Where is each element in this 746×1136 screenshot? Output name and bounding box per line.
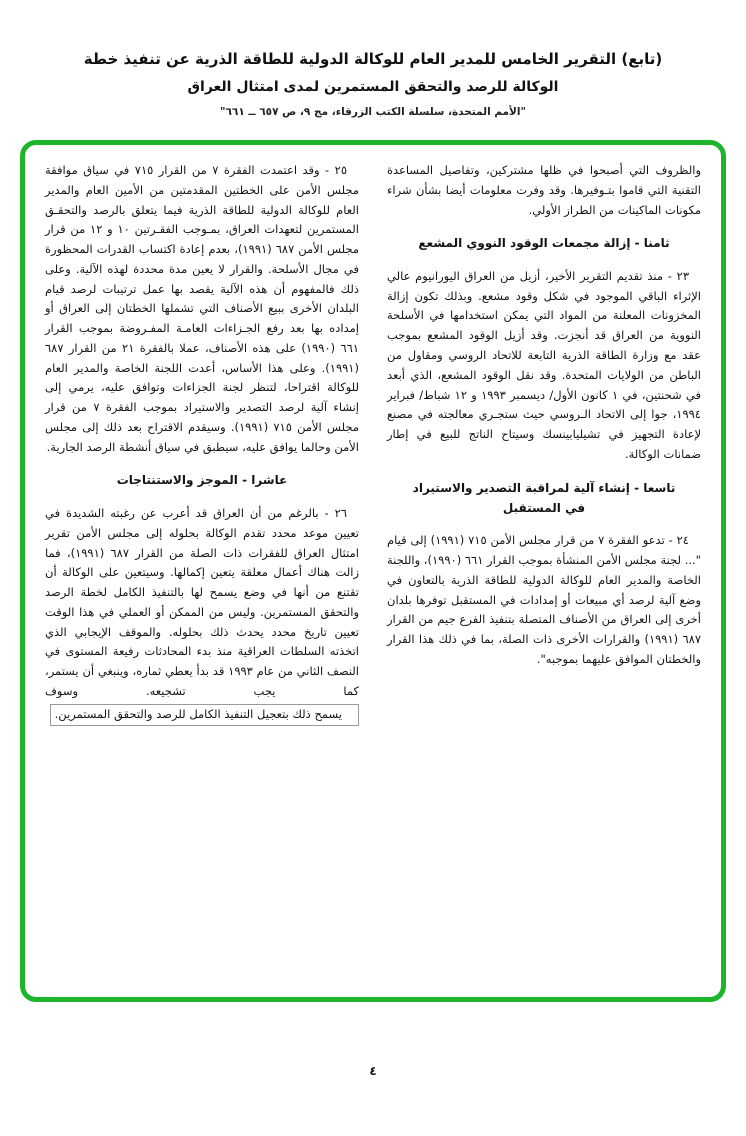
section-heading-tenth: عاشرا - الموجز والاستنتاجات [116, 473, 288, 488]
paragraph-26-body: ٢٦ - بالرغم من أن العراق قد أعرب عن رغبته الشديدة في تعيين موعد محدد تقدم الوكالة بحلوله إلى مجلس الأمن تقرير امتثال العراق للفقرات ذات الصلة من القرار ٦٨٧ (١٩٩١)، فما زالت هناك أعمال معلقة يتعين إكمالها. وسيتعين على الوكالة أن تقتنع من أنها في وضع يسمح لها بالتنفيذ الكامل لخطة الرصد والتحقق المستمرين. وليس من الممكن أو العملي في هذا الوقت تعيين تاريخ محدد يحدث ذلك بحلوله. والموقف الإيجابي الذي اتخذته السلطات العراقية منذ بدء المحادثات رفيعة المستوى في النصف الثاني من عام ١٩٩٣ قد بدأ يعطي ثماره، وينبغي أن يستمر، كما يجب تشجيعه. وسوف [45, 506, 359, 698]
content-border-box [20, 140, 726, 1002]
document-header [0, 0, 746, 118]
column-left [45, 161, 359, 736]
paragraph-26-last-line: يسمح ذلك بتعجيل التنفيذ الكامل للرصد والتحقق المستمرين. [50, 704, 359, 726]
section-heading-eighth: ثامنا - إزالة مجمعات الوقود النووي المشعع [418, 236, 670, 251]
column-right [387, 161, 701, 680]
doc-source-line: "الأمم المتحدة، سلسلة الكتب الزرقاء، مج ٩، ص ٦٥٧ ــ ٦٦١" [220, 105, 526, 118]
paragraph-24: ٢٤ - تدعو الفقرة ٧ من قرار مجلس الأمن ٧١٥ (١٩٩١) إلى قيام "... لجنة مجلس الأمن المنشأة بموجب القرار ٦٦١ (١٩٩٠)، واللجنة الخاصة والمدير العام للوكالة الدولية للطاقة الذرية بالتعاون في وضع آلية لرصد أي مبيعات أو إمدادات في المستقبل توفرها بلدان أخرى إلى العراق من الأصناف المتصلة بتنفيذ الفرع جيم من القرار ٦٨٧ (١٩٩١) والقرارات الأخرى ذات الصلة، بما في ذلك هذا القرار والخطتان الموافق عليهما بموجبه". [387, 533, 701, 666]
paragraph-26 [45, 504, 359, 725]
page-number: ٤ [369, 1064, 377, 1078]
two-column-layout [45, 161, 701, 736]
section-heading-ninth [387, 478, 701, 519]
section-heading-ninth-line2: في المستقبل [502, 500, 586, 515]
paragraph-23: ٢٣ - منذ تقديم التقرير الأخير، أزيل من العراق اليورانيوم عالي الإثراء الباقي الموجود في شكل وقود مشعع. وبذلك تكون إزالة المخزونات المعلنة من المواد التي يمكن استخدامها في الأسلحة النووية من العراق قد أنجزت. وقد أزيل الوقود المشعع بموجب عقد مع وزارة الطاقة الذرية التابعة للاتحاد الروسي ومقاول من الباطن من الولايات المتحدة. وقد نقل الوقود المشعع، الذي أبعد في شحنتين، في ١ كانون الأول/ ديسمبر ١٩٩٣ و ١٢ شباط/ فبراير ١٩٩٤، جوا إلى الاتحاد الـروسي حيث ستجـري معالجته في مصنع لإعادة التجهيز في تشيليابينسك وسيتاح الناتج للبيع في إطار ضمانات الوكالة. [387, 268, 701, 461]
paragraph-25: ٢٥ - وقد اعتمدت الفقرة ٧ من القرار ٧١٥ في سياق موافقة مجلس الأمن على الخطتين المقدمتين من الأمين العام والمدير العام للوكالة الدولية للطاقة الذرية فيما يتعلق بالرصد والتحقـق المستمرين لتعهدات العراق، بمـوجب الفقـرتين ١٠ و ١٢ من قرار مجلس الأمن ٦٨٧ (١٩٩١)، بعدم إعادة اكتساب القدرات المحظورة في مجال الأسلحة. والقرار لا يعين مدة محددة لهذه الآلية. وعلى ذلك فالمفهوم أن هذه الآلية يقصد بها عمل ترتيبات لرصد قيام البلدان الأخرى ببيع الأصناف التي تشملها الخطتان إلى العراق أو إمداده بها بعد رفع الجـزاءات العامـة المفـروضة بموجب القرار ٦٦١ (١٩٩٠) على هذه الأصناف، عملا بالفقرة ٢١ من القرار ٦٨٧ (١٩٩١). وعلى هذا الأساس، أعدت اللجنة الخاصة والمدير العام للوكالة اقتراحا، لتنظر لجنة الجزاءات وتوافق عليه، يرمي إلى إنشاء آلية لرصد التصدير والاستيراد بموجب الفقرة ٧ من قرار مجلس الأمن ٧١٥ (١٩٩١). وسيقدم الاقتراح بعد ذلك إلى مجلس الأمن وحالما يوافق عليه، سيطبق في سياق أنشطة الرصد الجارية. [45, 163, 360, 454]
section-heading-ninth-line1: تاسعا - إنشاء آلية لمراقبة التصدير والاستيراد [412, 480, 676, 495]
paragraph-continuation: والظروف التي أصبحوا في ظلها مشتركين، وتفاصيل المساعدة التقنية التي قاموا بتـوفيرها. وقد وفرت معلومات أيضا بشأن شراء مكونات الماكينات من الطراز الأولي. [387, 163, 701, 217]
doc-title-line2: الوكالة للرصد والتحقق المستمرين لمدى امتثال العراق [187, 79, 559, 95]
doc-title-line1: (تابع) التقرير الخامس للمدير العام للوكالة الدولية للطاقة الذرية عن تنفيذ خطة [83, 50, 663, 68]
